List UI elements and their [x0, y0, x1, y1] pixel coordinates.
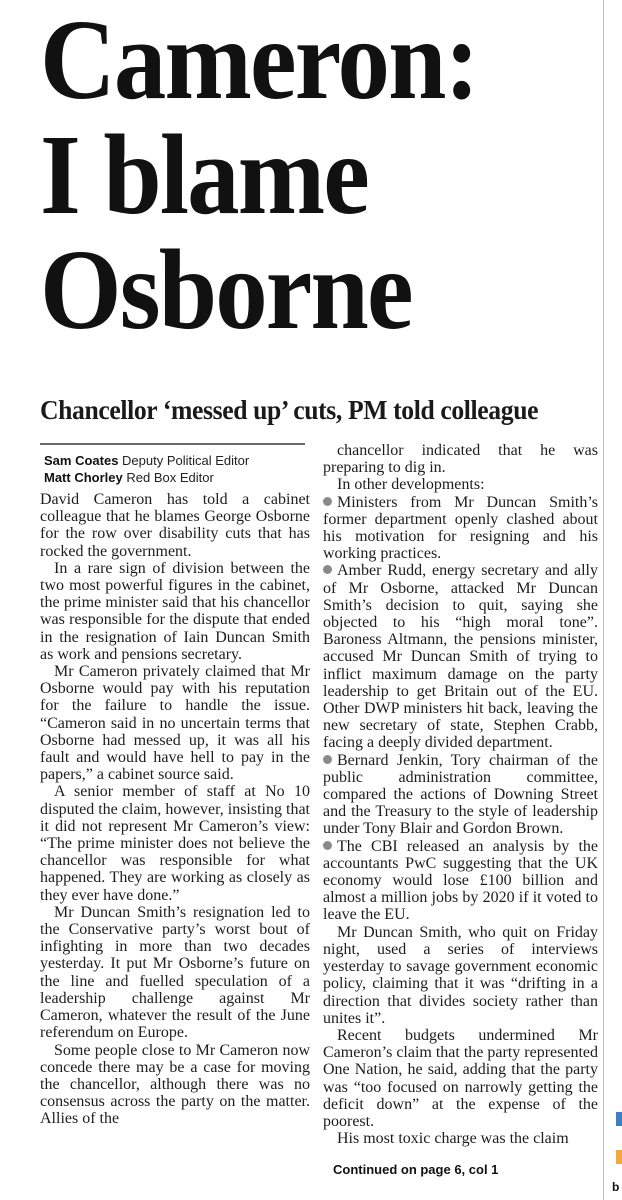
bullet-dot-icon: [323, 497, 332, 506]
body-paragraph: In a rare sign of division between the two most powerful figures in the cabinet, the prime minister said that his chancellor was responsible for the dispute that ended in the resignation of Iain Duncan Smith as work and pensions secretary.: [40, 559, 310, 663]
bullet-text: The CBI released an analysis by the accountants PwC suggesting that the UK economy would lose £100 billion and almost a million jobs by 2020 if it voted to leave the EU.: [323, 837, 598, 924]
continued-link[interactable]: Continued on page 6, col 1: [333, 1162, 499, 1177]
byline-role: Red Box Editor: [126, 470, 214, 485]
bullet-text: Ministers from Mr Duncan Smith’s former department openly clashed about his motivation for resigning and his working practices.: [323, 493, 598, 563]
bullet-item: [323, 562, 598, 751]
body-paragraph: His most toxic charge was the claim: [337, 1130, 569, 1148]
headline-line-1: Cameron:: [40, 0, 478, 123]
byline-rule: [40, 443, 305, 445]
adjacent-page-edge: [604, 0, 622, 1200]
byline-row: [44, 452, 309, 469]
headline-line-3: Osborne: [40, 226, 412, 353]
byline-role: Deputy Political Editor: [122, 453, 250, 468]
body-paragraph: Some people close to Mr Cameron now concede there may be a case for moving the chancellor, although there was no consensus across the party on the matter. Allies of the: [40, 1041, 310, 1128]
body-paragraph: A senior member of staff at No 10 disputed the claim, however, insisting that it did not represent Mr Cameron’s view: “The prime minister does not believe the chancellor was responsible for what happened. They are working as closely as they ever have done.”: [40, 783, 310, 904]
bullet-text: Bernard Jenkin, Tory chairman of the public administration committee, compared the actions of Downing Street and the Treasury to the style of leadership under Tony Blair and Gordon Brown.: [323, 751, 598, 838]
bullet-item: [323, 838, 598, 924]
bullet-text: Amber Rudd, energy secretary and ally of Mr Osborne, attacked Mr Duncan Smith’s decision to quit, saying she objected to his “high moral tone”. Baroness Altmann, the pensions minister, accused Mr Duncan Smith of trying to inflict maximum damage on the party leadership to get Britain out of the EU. Other DWP ministers hit back, leaving the new secretary of state, Stephen Crabb, facing a deeply divided department.: [323, 562, 598, 752]
standfirst: Chancellor ‘messed up’ cuts, PM told colleague: [40, 395, 539, 425]
bullet-dot-icon: [323, 565, 332, 574]
body-paragraph: David Cameron has told a cabinet colleague that he blames George Osborne for the row over disability cuts that has rocked the government.: [40, 491, 310, 560]
body-column-left: [40, 491, 310, 1128]
adjacent-page-letter: b: [612, 1180, 620, 1194]
body-column-right: [323, 442, 598, 1147]
developments-intro: In other developments:: [337, 476, 485, 494]
body-paragraph: Mr Cameron privately claimed that Mr Osborne would pay with his reputation for the failure to handle the issue. “Cameron said in no uncertain terms that Osborne had messed up, it was all his fault and would have hell to pay in the papers,” a cabinet source said.: [40, 663, 310, 784]
adjacent-page-tab-blue: [616, 1112, 622, 1126]
adjacent-page-tab-orange: [616, 1150, 622, 1164]
byline-author: Matt Chorley: [44, 470, 123, 485]
body-paragraph: Mr Duncan Smith, who quit on Friday night, used a series of interviews yesterday to savage government economic policy, claiming that it was “drifting in a direction that divides society rather than unites it”.: [323, 923, 598, 1027]
body-paragraph: Mr Duncan Smith’s resignation led to the Conservative party’s worst bout of infighting in more than two decades yesterday. It put Mr Osborne’s future on the line and fuelled speculation of a leadership challenge against Mr Cameron, whatever the result of the June referendum on Europe.: [40, 903, 310, 1042]
bullet-item: [323, 752, 598, 838]
body-paragraph: Recent budgets undermined Mr Cameron’s claim that the party represented One Nation, he said, adding that the party was “too focused on narrowly getting the deficit down” at the expense of the poorest.: [323, 1026, 599, 1130]
body-paragraph: chancellor indicated that he was preparing to dig in.: [323, 442, 598, 477]
byline-author: Sam Coates: [44, 453, 119, 468]
byline-row: [44, 469, 309, 486]
headline: [40, 0, 555, 353]
headline-line-2: I blame: [40, 111, 368, 238]
bullet-item: [323, 494, 598, 563]
byline: [44, 452, 309, 486]
bullet-dot-icon: [323, 841, 332, 850]
bullet-dot-icon: [323, 755, 332, 764]
